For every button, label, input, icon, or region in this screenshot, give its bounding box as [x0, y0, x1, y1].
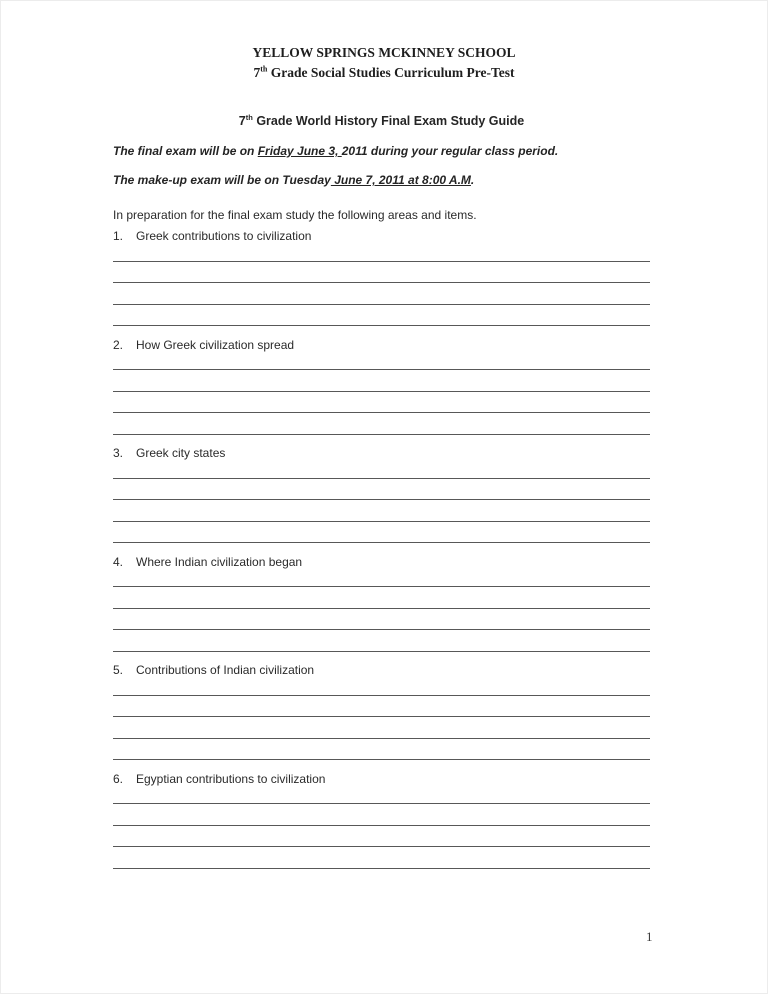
- answer-line: [113, 609, 650, 631]
- superscript-th: th: [260, 64, 268, 73]
- answer-line: [113, 717, 650, 739]
- item-label: Greek contributions to civilization: [136, 229, 312, 243]
- makeup-exam-date: June 7, 2011 at 8:00 A.M: [330, 173, 471, 187]
- study-item-3: [113, 446, 650, 543]
- answer-lines: [113, 566, 650, 652]
- study-item-6: [113, 772, 650, 869]
- answer-line: [113, 283, 650, 305]
- answer-line: [113, 479, 650, 501]
- item-label: Egyptian contributions to civilization: [136, 771, 326, 786]
- answer-line: [113, 305, 650, 327]
- document-header: [1, 43, 767, 82]
- answer-line: [113, 413, 650, 435]
- item-label: Greek city states: [136, 446, 226, 460]
- item-number: 1.: [113, 229, 124, 243]
- item-label: Contributions of Indian civilization: [136, 663, 315, 677]
- final-exam-note: The final exam will be on Friday June 3, 2011 during your regular class period.: [113, 144, 559, 158]
- document-body: [1, 114, 767, 869]
- answer-lines: [113, 457, 650, 543]
- page-number: 1: [646, 929, 653, 944]
- makeup-exam-note: The make-up exam will be on Tuesday June 7, 2011 at 8:00 A.M.: [113, 173, 475, 187]
- intro-text: In preparation for the final exam study the following areas and items.: [113, 208, 477, 222]
- answer-line: [113, 262, 650, 284]
- study-guide-heading: 7th Grade World History Final Exam Study Guide: [238, 112, 525, 128]
- study-item-2: [113, 338, 650, 435]
- answer-lines: [113, 240, 650, 326]
- study-item-5: [113, 663, 650, 760]
- item-label: How Greek civilization spread: [136, 337, 295, 352]
- study-items-list: [113, 229, 650, 869]
- answer-line: [113, 370, 650, 392]
- item-number: 3.: [113, 446, 124, 460]
- study-item-1: [113, 229, 650, 326]
- school-name: YELLOW SPRINGS MCKINNEY SCHOOL: [252, 45, 516, 60]
- answer-lines: [113, 674, 650, 760]
- answer-lines: [113, 349, 650, 435]
- item-number: 6.: [113, 771, 124, 786]
- item-label: Where Indian civilization began: [136, 554, 303, 569]
- answer-line: [113, 804, 650, 826]
- answer-line: [113, 392, 650, 414]
- answer-line: [113, 847, 650, 869]
- superscript-th: th: [245, 112, 253, 122]
- item-number: 2.: [113, 337, 124, 352]
- item-number: 4.: [113, 554, 124, 569]
- answer-line: [113, 696, 650, 718]
- answer-line: [113, 500, 650, 522]
- answer-line: [113, 522, 650, 544]
- answer-lines: [113, 783, 650, 869]
- answer-line: [113, 826, 650, 848]
- answer-line: [113, 739, 650, 761]
- document-title: 7th Grade Social Studies Curriculum Pre-Test: [253, 64, 515, 80]
- item-number: 5.: [113, 663, 124, 677]
- study-item-4: [113, 555, 650, 652]
- answer-line: [113, 587, 650, 609]
- final-exam-date: Friday June 3,: [257, 144, 342, 158]
- answer-line: [113, 630, 650, 652]
